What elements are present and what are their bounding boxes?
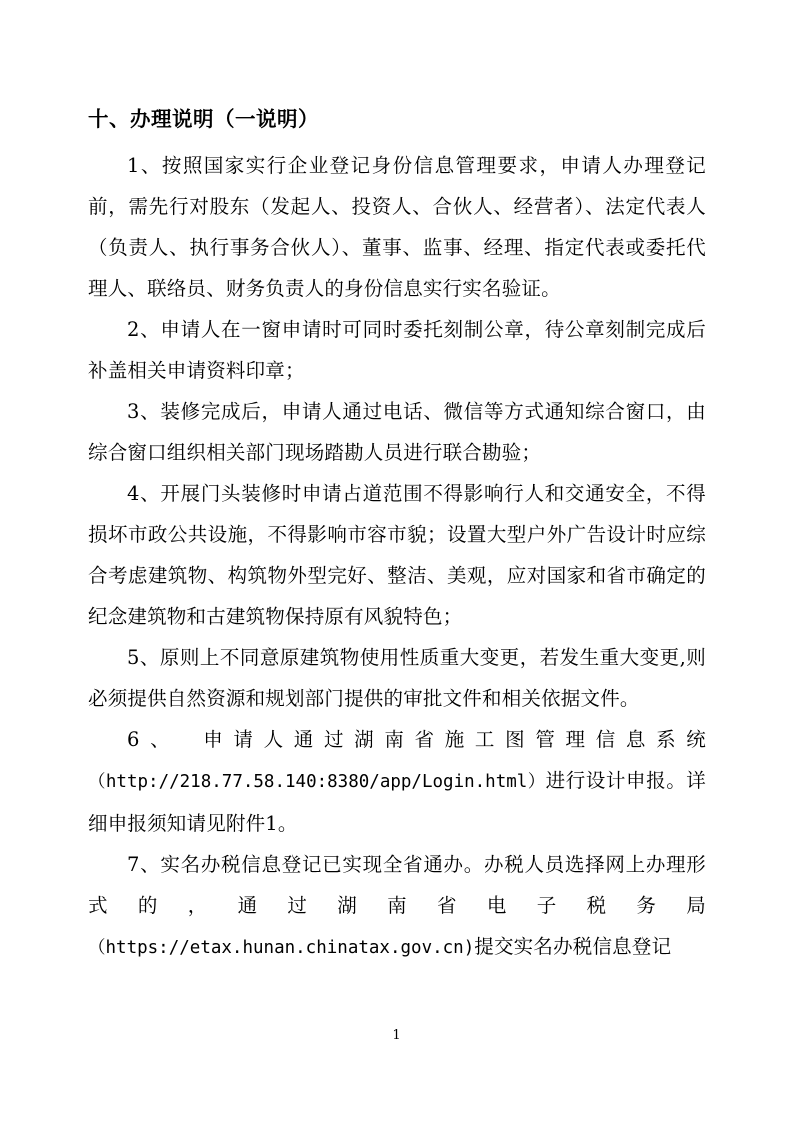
paragraph-7-url: （https://etax.hunan.chinatax.gov.cn) <box>88 937 475 958</box>
paragraph-6-lead: 6、 申请人通过湖南省施工图管理信息系统 <box>127 727 706 751</box>
document-body <box>88 104 706 969</box>
paragraph-6 <box>88 719 706 844</box>
paragraph-2: 2、申请人在一窗申请时可同时委托刻制公章，待公章刻制完成后补盖相关申请资料印章； <box>88 317 706 382</box>
page-number: 1 <box>392 1028 401 1043</box>
paragraph-7 <box>88 844 706 969</box>
paragraph-3: 3、装修完成后，申请人通过电话、微信等方式通知综合窗口，由综合窗口组织相关部门现场踏勘人员进行联合勘验； <box>88 399 706 464</box>
paragraph-6-tail: 进行设计申报。详细申报须知请见附件1。 <box>88 768 706 835</box>
paragraph-4: 4、开展门头装修时申请占道范围不得影响行人和交通安全，不得损坏市政公共设施，不得影响市容市貌；设置大型户外广告设计时应综合考虑建筑物、构筑物外型完好、整洁、美观，应对国家和省市确定的纪念建筑物和古建筑物保持原有风貌特色； <box>88 481 706 628</box>
paragraph-6-url: （http://218.77.58.140:8380/app/Login.html） <box>88 771 546 792</box>
paragraph-7-tail: 提交实名办税信息登记 <box>474 934 672 958</box>
page-title: 十、办理说明（一说明） <box>88 107 319 131</box>
paragraph-1: 1、按照国家实行企业登记身份信息管理要求，申请人办理登记前，需先行对股东（发起人、投资人、合伙人、经营者）、法定代表人（负责人、执行事务合伙人）、董事、监事、经理、指定代表或委托代理人、联络员、财务负责人的身份信息实行实名验证。 <box>88 153 706 300</box>
paragraph-5: 5、原则上不同意原建筑物使用性质重大变更，若发生重大变更,则必须提供自然资源和规划部门提供的审批文件和相关依据文件。 <box>88 645 706 710</box>
paragraph-7-lead: 7、实名办税信息登记已实现全省通办。办税人员选择网上办理形式的，通过湖南省电子税务局 <box>88 852 706 917</box>
